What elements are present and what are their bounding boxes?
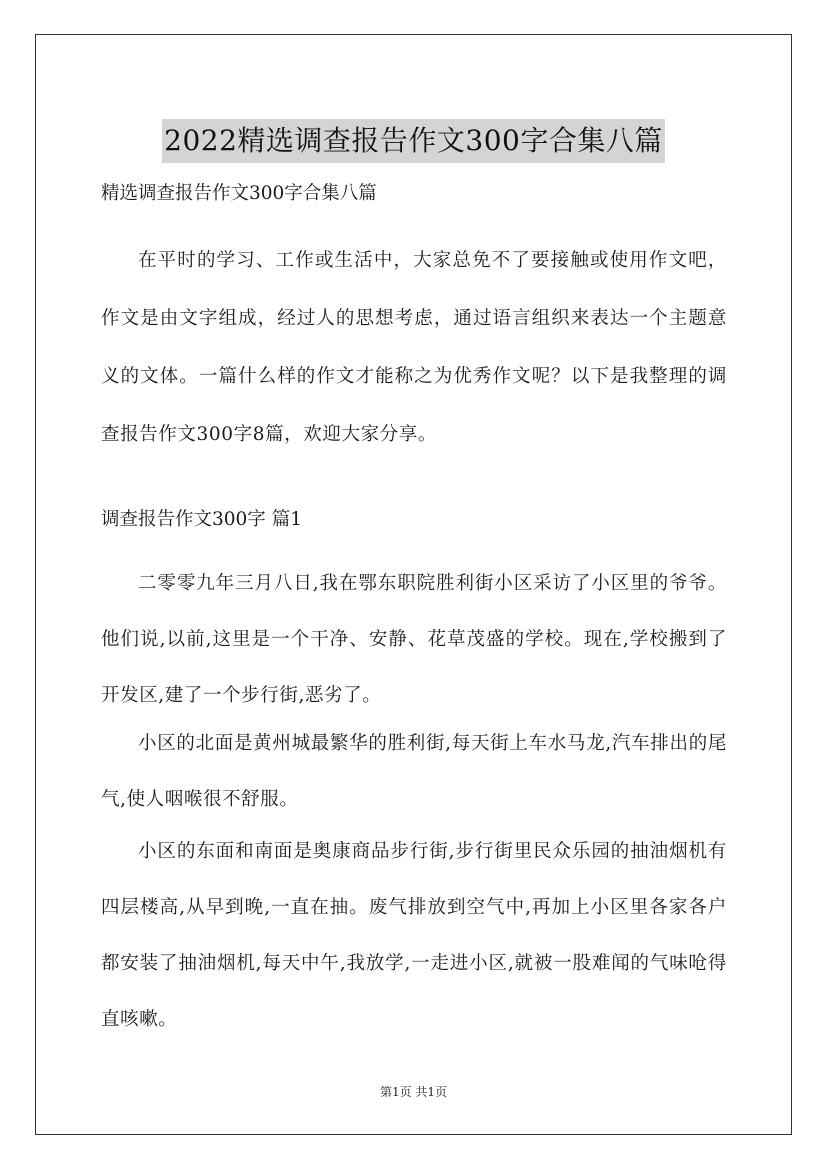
body-paragraph-2: 小区的北面是黄州城最繁华的胜利街,每天街上车水马龙,汽车排出的尾气,使人咽喉很不舒服。 [101, 733, 727, 810]
body-paragraph-3: 小区的东面和南面是奥康商品步行街,步行街里民众乐园的抽油烟机有四层楼高,从早到晚,一直在抽。废气排放到空气中,再加上小区里各家各户都安装了抽油烟机,每天中午,我放学,一走进小区,就被一股难闻的气味呛得直咳嗽。 [101, 841, 727, 1030]
title-container [0, 100, 827, 182]
document-subtitle: 精选调查报告作文300字合集八篇 [101, 183, 377, 204]
body-paragraph-1: 二零零九年三月八日,我在鄂东职院胜利街小区采访了小区里的爷爷。他们说,以前,这里是一个干净、安静、花草茂盛的学校。现在,学校搬到了开发区,建了一个步行街,恶劣了。 [101, 573, 727, 706]
intro-paragraph: 在平时的学习、工作或生活中，大家总免不了要接触或使用作文吧，作文是由文字组成，经过人的思想考虑，通过语言组织来表达一个主题意义的文体。一篇什么样的作文才能称之为优秀作文呢？以下是我整理的调查报告作文300字8篇，欢迎大家分享。 [101, 250, 727, 445]
page-footer: 第1页 共1页 [379, 1085, 448, 1099]
document-title: 2022精选调查报告作文300字合集八篇 [162, 119, 665, 163]
section-heading: 调查报告作文300字 篇1 [101, 509, 302, 530]
